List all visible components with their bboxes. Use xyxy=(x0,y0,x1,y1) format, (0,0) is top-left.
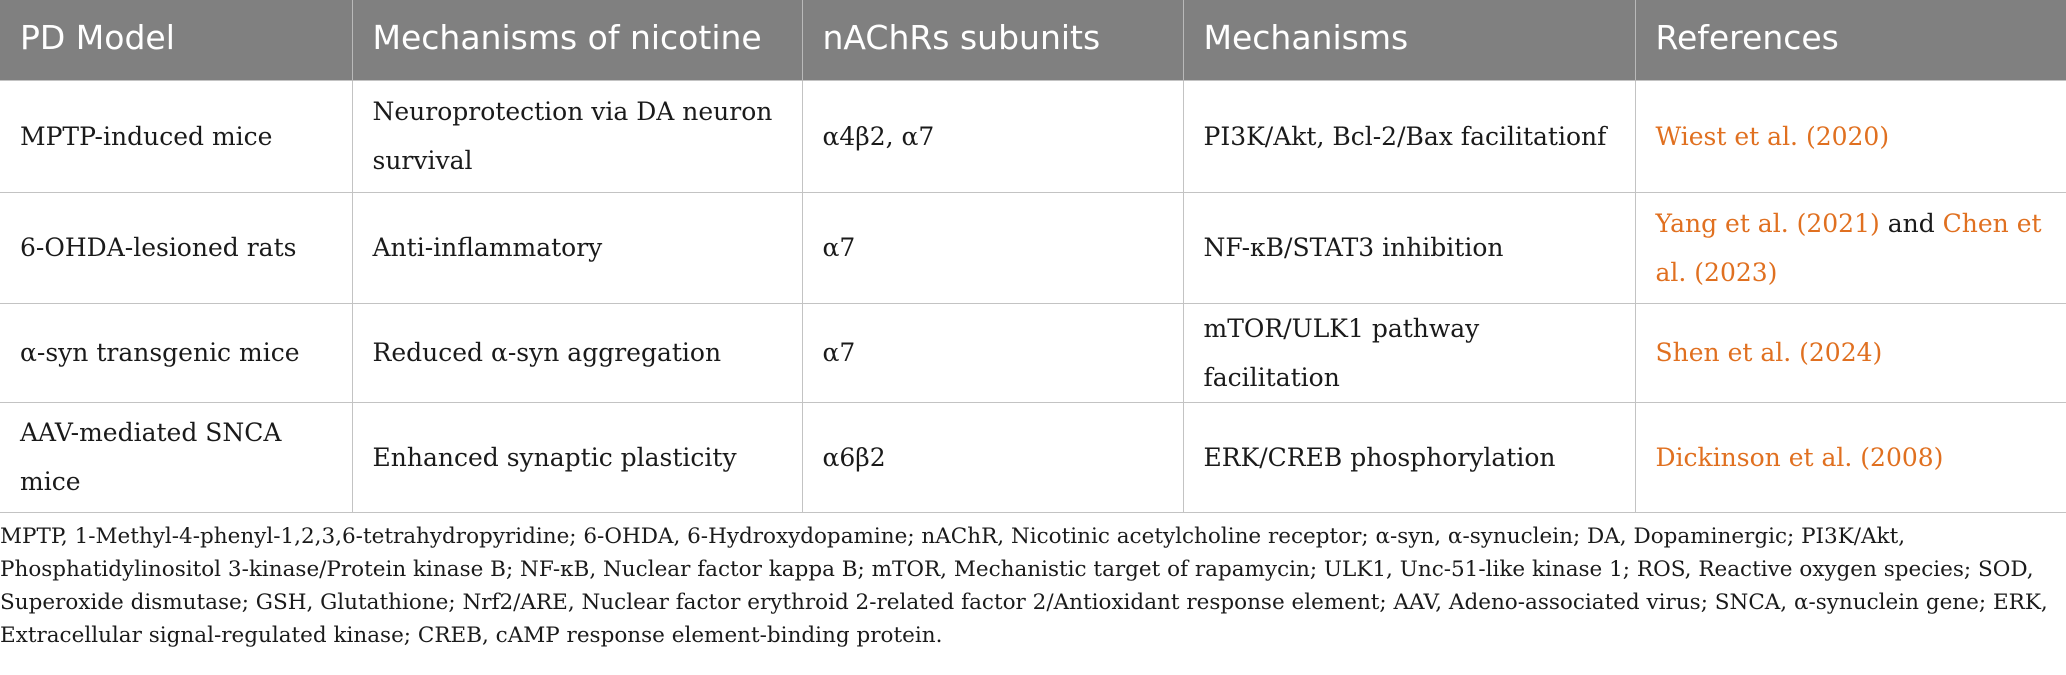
header-mechanisms: Mechanisms xyxy=(1183,0,1635,80)
cell-mechanism-of-nicotine: Neuroprotection via DA neuron survival xyxy=(352,80,802,192)
table-row xyxy=(0,402,2066,512)
cell-pd-model: 6-OHDA-lesioned rats xyxy=(0,192,352,303)
reference-link[interactable]: Shen et al. (2024) xyxy=(1655,338,1883,367)
cell-references xyxy=(1635,402,2066,512)
cell-references xyxy=(1635,192,2066,303)
header-pd-model: PD Model xyxy=(0,0,352,80)
cell-pd-model: MPTP-induced mice xyxy=(0,80,352,192)
cell-mechanisms: mTOR/ULK1 pathway facilitation xyxy=(1183,303,1635,402)
cell-mechanisms: ERK/CREB phosphorylation xyxy=(1183,402,1635,512)
reference-link[interactable]: Chen et al. (2023) xyxy=(1655,208,2042,287)
cell-subunits: α6β2 xyxy=(802,402,1183,512)
cell-references xyxy=(1635,303,2066,402)
cell-subunits: α7 xyxy=(802,303,1183,402)
header-references: References xyxy=(1635,0,2066,80)
cell-mechanisms: PI3K/Akt, Bcl-2/Bax facilitationf xyxy=(1183,80,1635,192)
header-mechanisms-of-nicotine: Mechanisms of nicotine xyxy=(352,0,802,80)
cell-mechanism-of-nicotine: Anti-inflammatory xyxy=(352,192,802,303)
cell-subunits: α4β2, α7 xyxy=(802,80,1183,192)
header-row xyxy=(0,0,2066,80)
cell-pd-model: α-syn transgenic mice xyxy=(0,303,352,402)
reference-link[interactable]: Yang et al. (2021) xyxy=(1655,208,1880,238)
cell-subunits: α7 xyxy=(802,192,1183,303)
table-row xyxy=(0,303,2066,402)
reference-link[interactable]: Dickinson et al. (2008) xyxy=(1655,442,1944,472)
reference-joiner: and xyxy=(1887,208,1935,238)
cell-references xyxy=(1635,80,2066,192)
table-footnote: MPTP, 1-Methyl-4-phenyl-1,2,3,6-tetrahydropyridine; 6-OHDA, 6-Hydroxydopamine; nAChR, Nicotinic acetylcholine receptor; α-syn, α-synuclein; DA, Dopaminergic; PI3K/Akt, Phosphatidylinositol 3-kinase/Protein kinase B; NF-κB, Nuclear factor kappa B; mTOR, Mechanistic target of rapamycin; ULK1, Unc-51-like kinase 1; ROS, Reactive oxygen species; SOD, Superoxide dismutase; GSH, Glutathione; Nrf2/ARE, Nuclear factor erythroid 2-related factor 2/Antioxidant response element; AAV, Adeno-associated virus; SNCA, α-synuclein gene; ERK, Extracellular signal-regulated kinase; CREB, cAMP response element-binding protein. xyxy=(0,524,2048,648)
header-nachrs-subunits: nAChRs subunits xyxy=(802,0,1183,80)
table-row xyxy=(0,192,2066,303)
cell-pd-model: AAV-mediated SNCA mice xyxy=(0,402,352,512)
cell-mechanism-of-nicotine: Reduced α-syn aggregation xyxy=(352,303,802,402)
reference-link[interactable]: Wiest et al. (2020) xyxy=(1655,121,1890,151)
cell-mechanism-of-nicotine: Enhanced synaptic plasticity xyxy=(352,402,802,512)
table-row xyxy=(0,80,2066,192)
cell-mechanisms: NF-κB/STAT3 inhibition xyxy=(1183,192,1635,303)
